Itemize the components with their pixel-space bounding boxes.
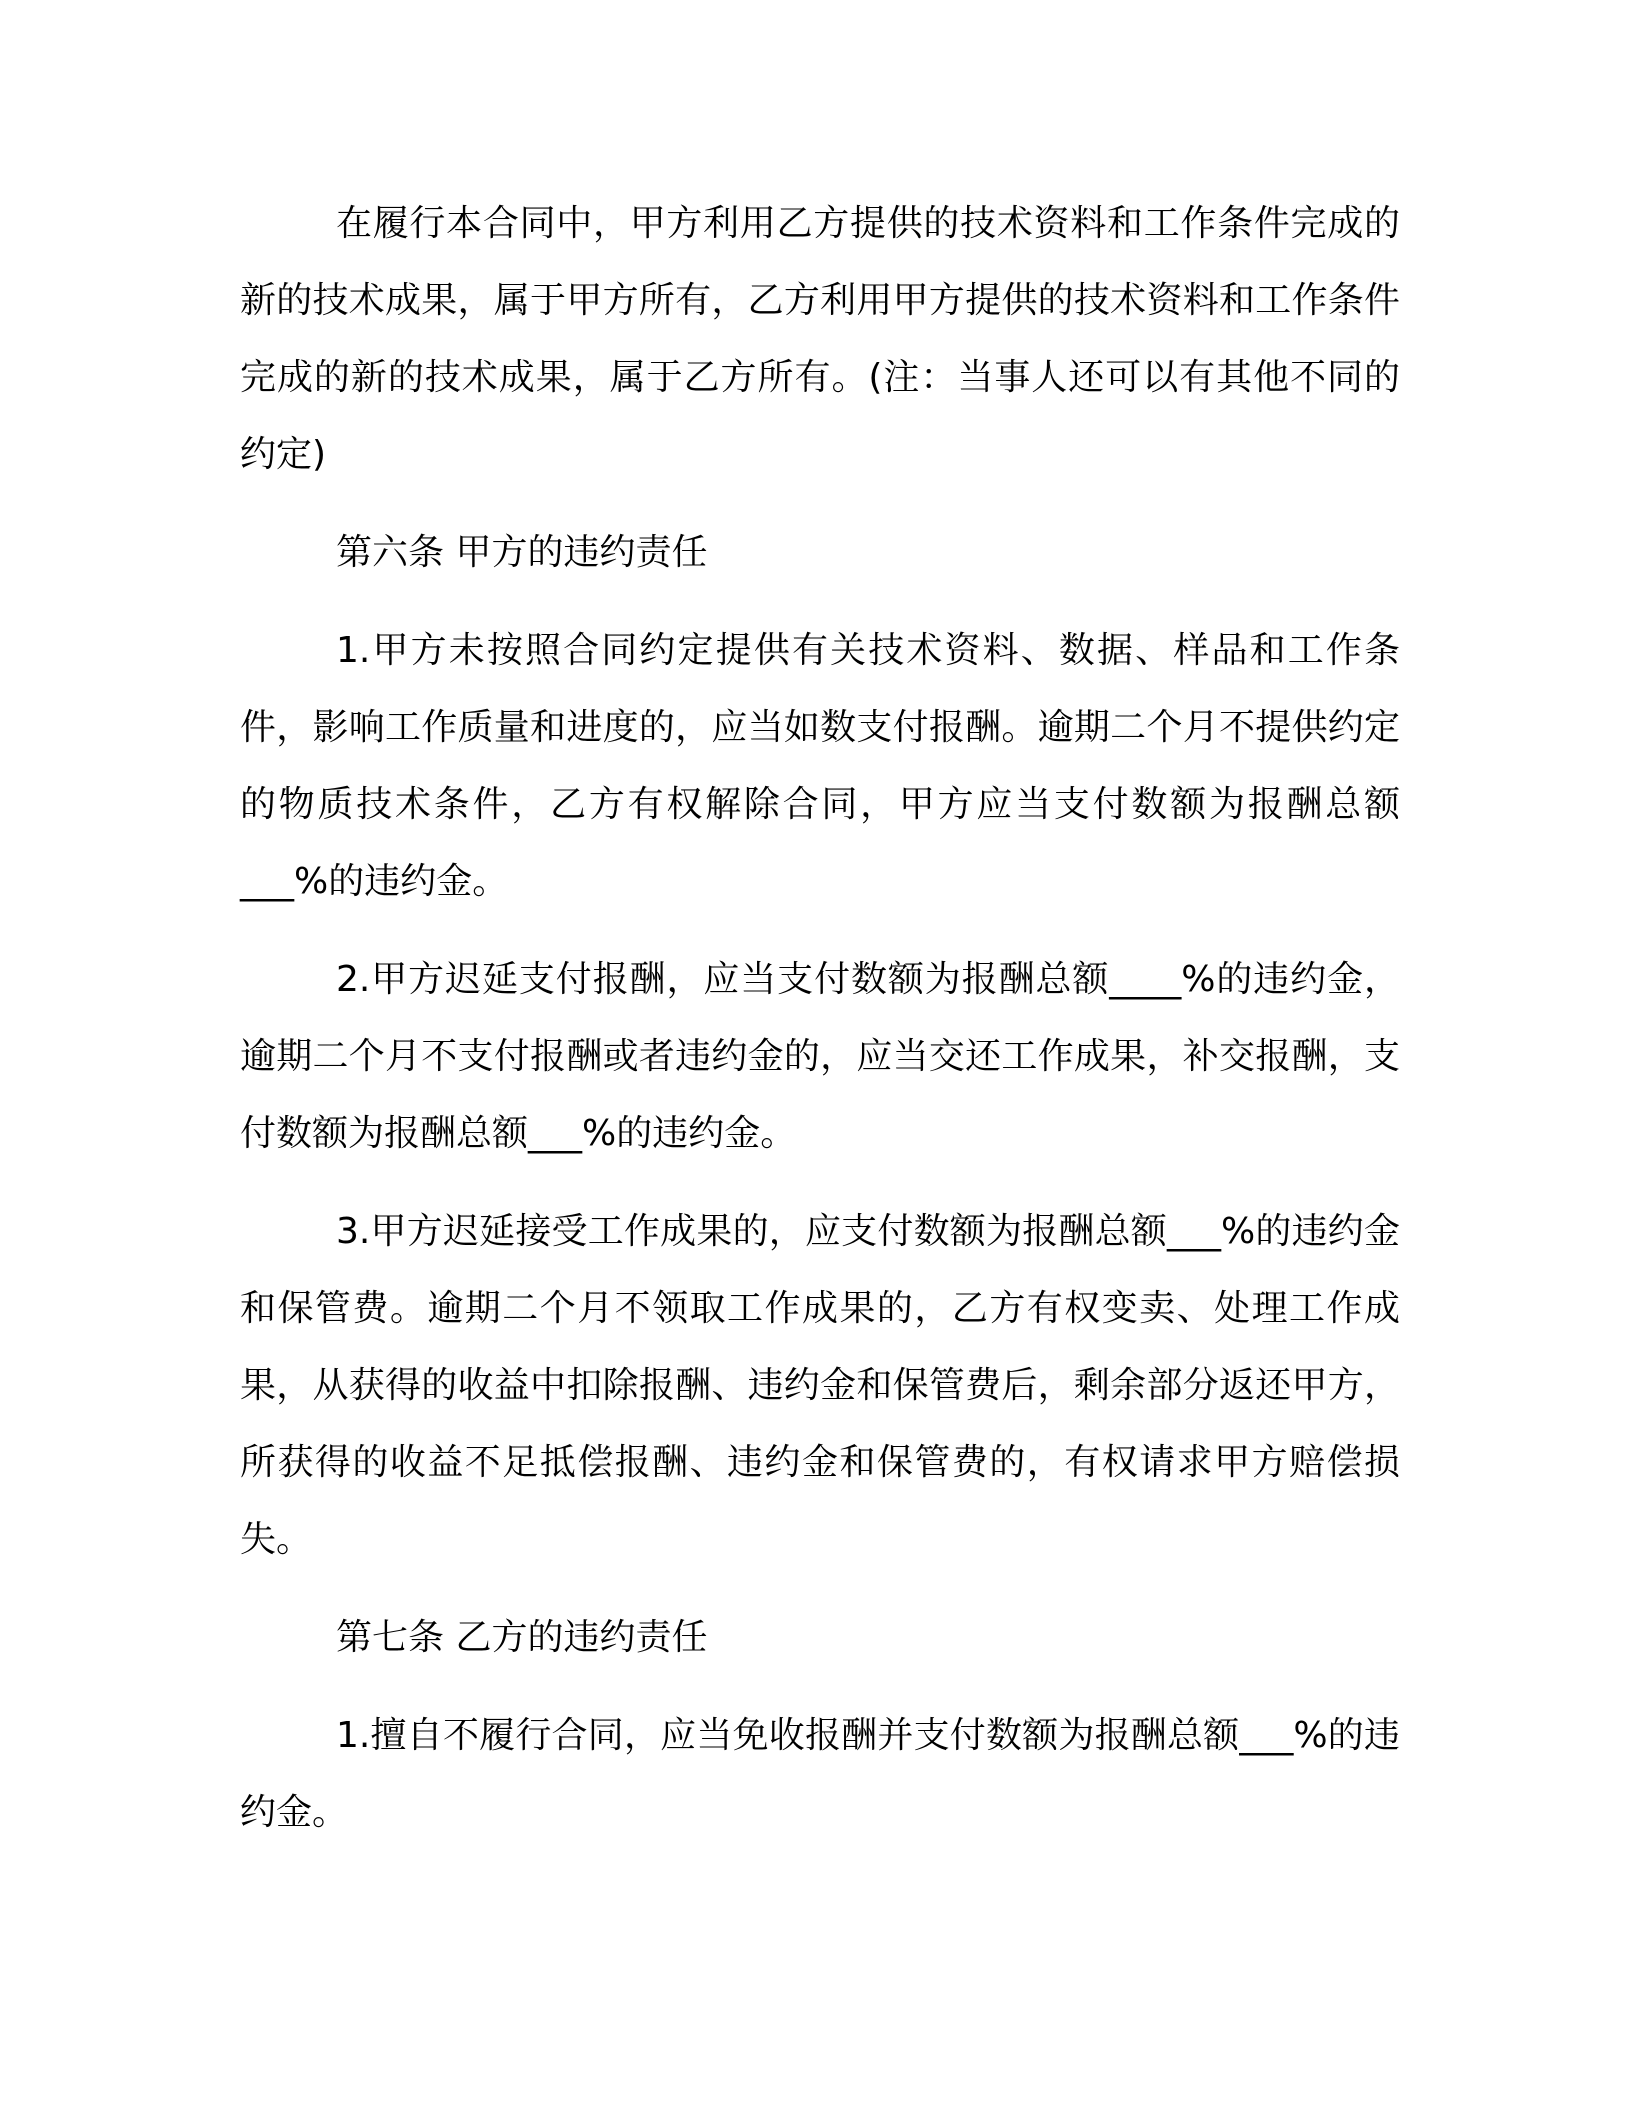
section-heading-article-7: 第七条 乙方的违约责任 xyxy=(336,1617,708,1658)
paragraph-article-6-item-3: 3.甲方迟延接受工作成果的，应支付数额为报酬总额___%的违约金和保管费。逾期二个月不领取工作成果的，乙方有权变卖、处理工作成果，从获得的收益中扣除报酬、违约金和保管费后，剩余部分返还甲方，所获得的收益不足抵偿报酬、违约金和保管费的，有权请求甲方赔偿损失。 xyxy=(240,1211,1400,1560)
paragraph-ownership-clause: 在履行本合同中，甲方利用乙方提供的技术资料和工作条件完成的新的技术成果，属于甲方所有，乙方利用甲方提供的技术资料和工作条件完成的新的技术成果，属于乙方所有。(注：当事人还可以有其他不同的约定) xyxy=(240,203,1400,475)
paragraph-article-6-item-1: 1.甲方未按照合同约定提供有关技术资料、数据、样品和工作条件，影响工作质量和进度的，应当如数支付报酬。逾期二个月不提供约定的物质技术条件，乙方有权解除合同，甲方应当支付数额为报酬总额___%的违约金。 xyxy=(240,630,1400,902)
document-body xyxy=(240,185,1400,1851)
paragraph-article-6-item-2: 2.甲方迟延支付报酬，应当支付数额为报酬总额____%的违约金，逾期二个月不支付报酬或者违约金的，应当交还工作成果，补交报酬，支付数额为报酬总额___%的违约金。 xyxy=(240,959,1400,1154)
paragraph-article-7-item-1: 1.擅自不履行合同，应当免收报酬并支付数额为报酬总额___%的违约金。 xyxy=(240,1715,1400,1833)
section-heading-article-6: 第六条 甲方的违约责任 xyxy=(336,532,708,573)
